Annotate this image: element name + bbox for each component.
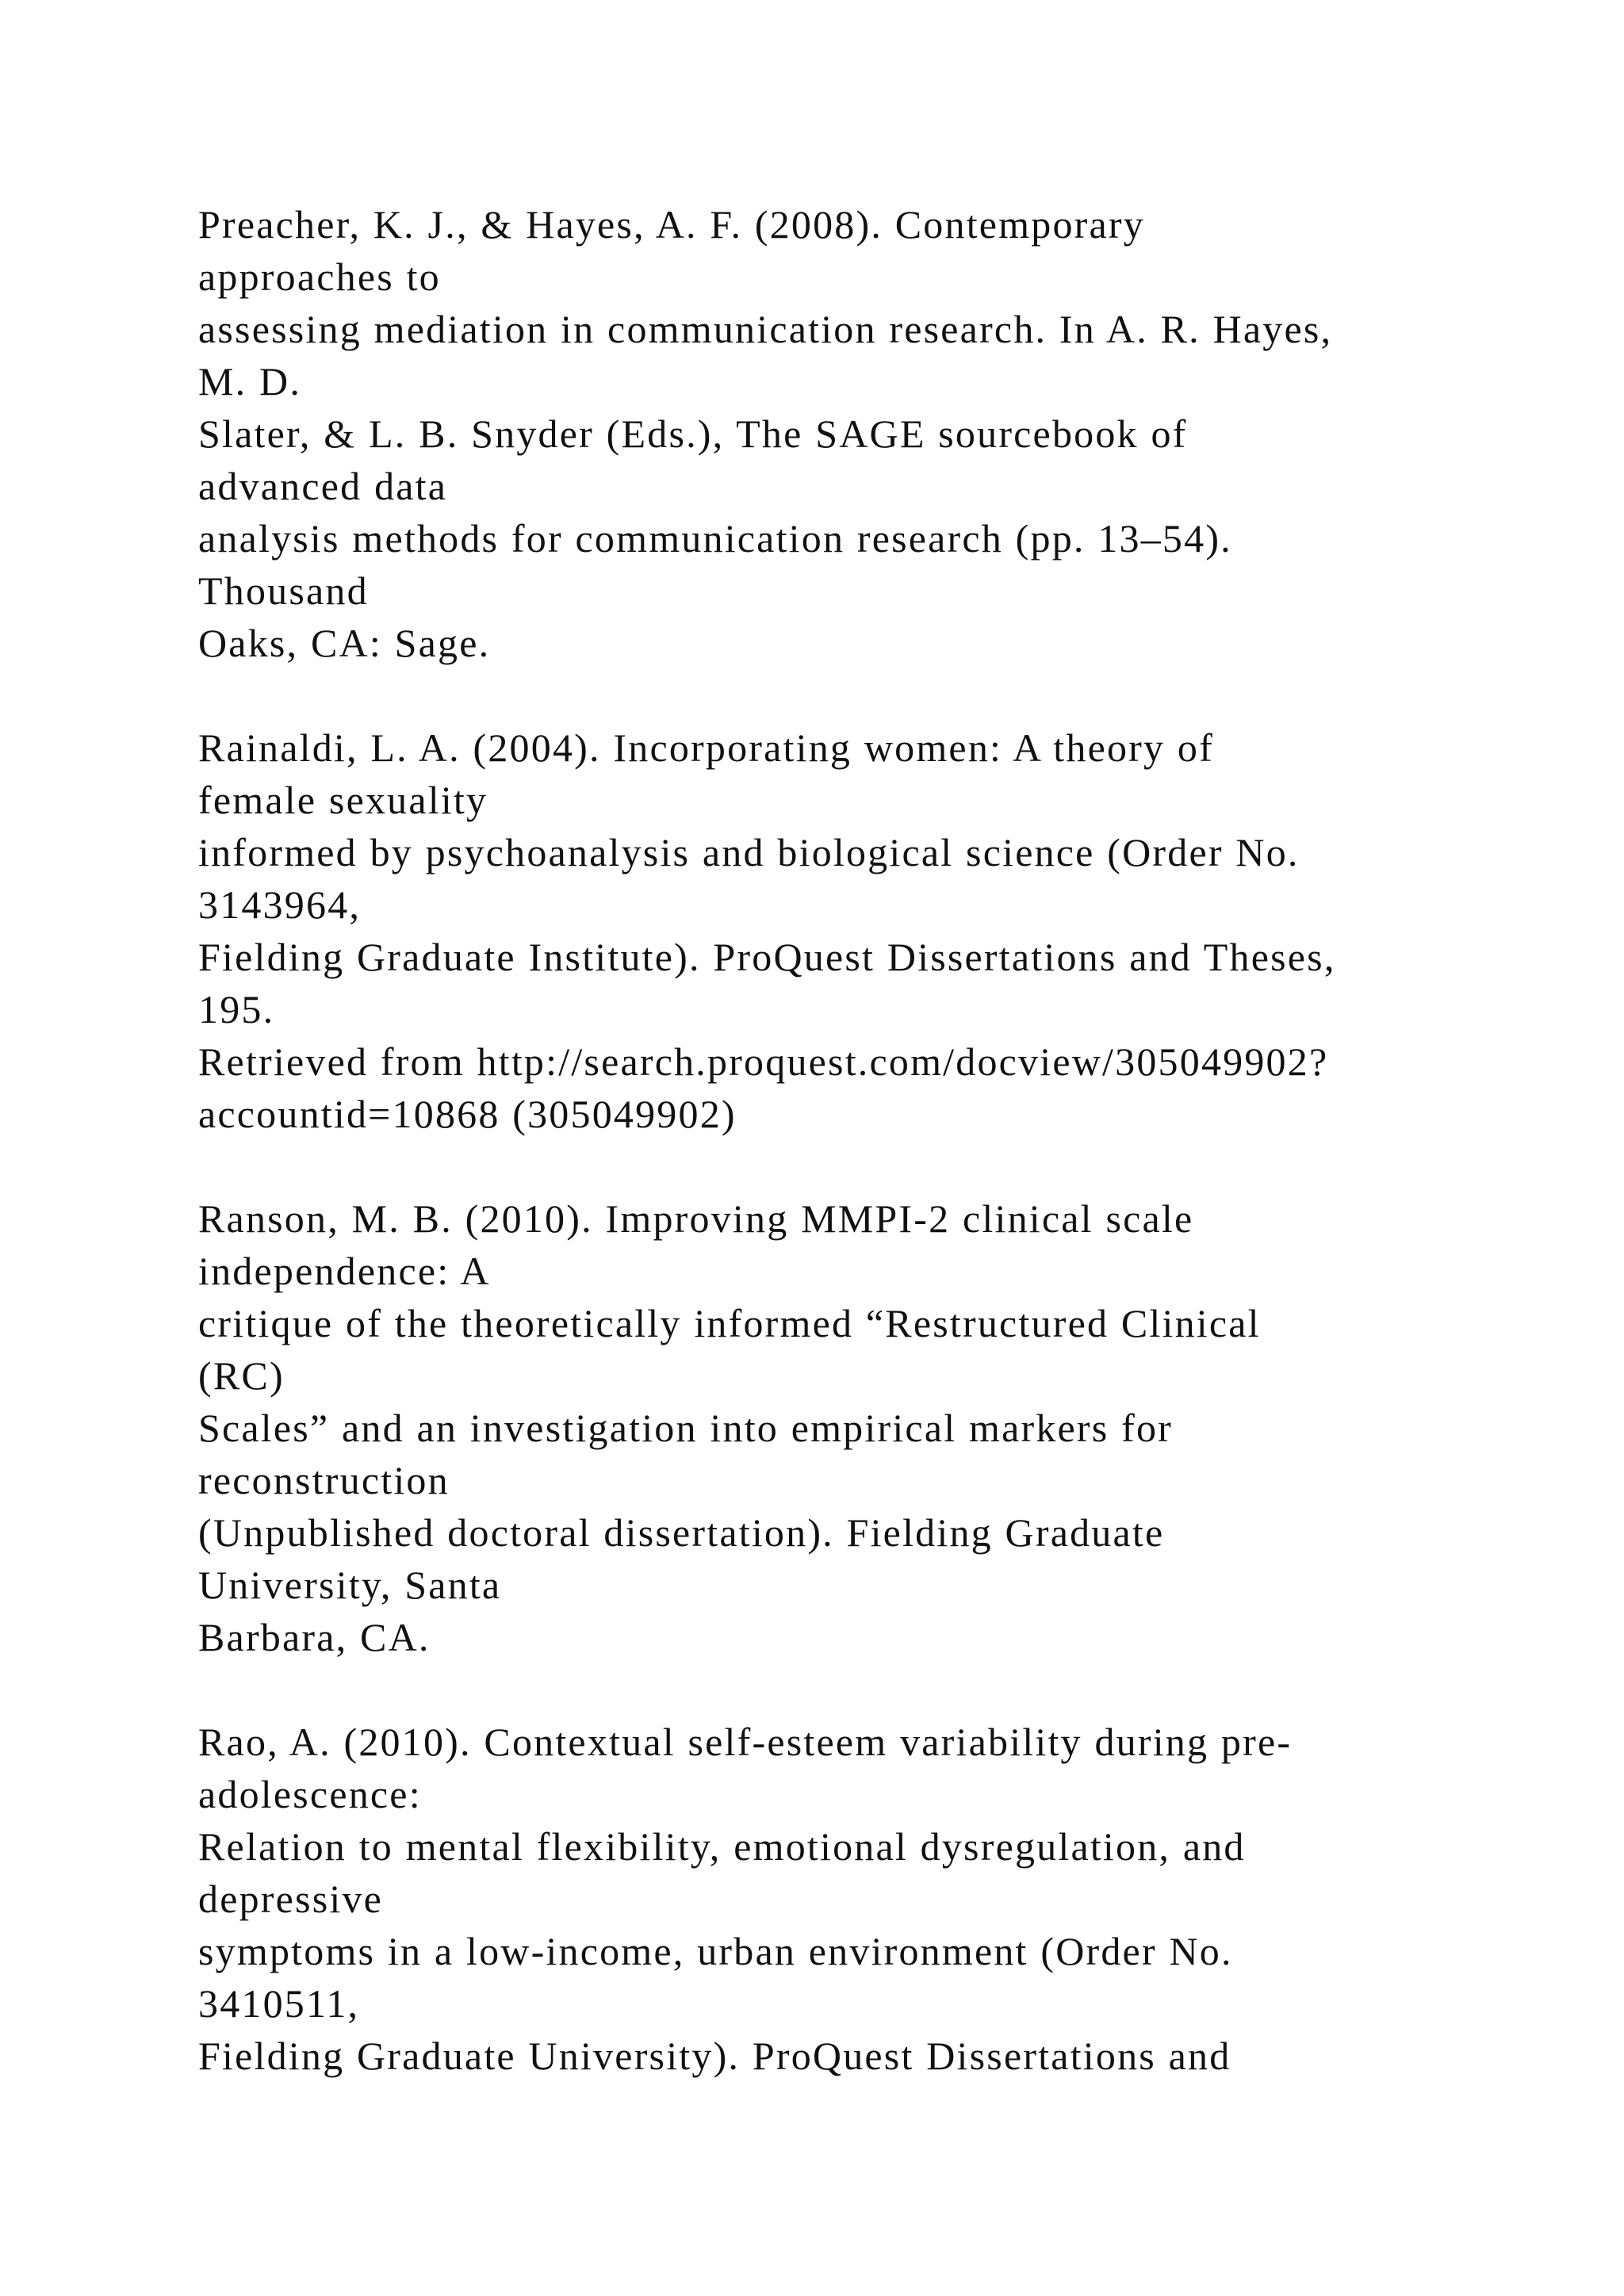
reference-line: reconstruction <box>198 1458 450 1502</box>
reference-line: Relation to mental flexibility, emotional dysregulation, and <box>198 1824 1246 1869</box>
reference-line: Slater, & L. B. Snyder (Eds.), The SAGE sourcebook of <box>198 411 1188 456</box>
reference-entry-rao <box>198 1716 1546 2082</box>
reference-line: Preacher, K. J., & Hayes, A. F. (2008). Contemporary <box>198 202 1145 247</box>
reference-line: advanced data <box>198 464 448 508</box>
reference-line: analysis methods for communication research (pp. 13–54). <box>198 516 1232 561</box>
reference-line: University, Santa <box>198 1563 502 1607</box>
reference-line: independence: A <box>198 1249 491 1293</box>
reference-line: Scales” and an investigation into empirical markers for <box>198 1406 1174 1450</box>
reference-line: accountid=10868 (305049902) <box>198 1092 737 1136</box>
reference-line: informed by psychoanalysis and biological science (Order No. <box>198 830 1300 874</box>
reference-line: approaches to <box>198 254 441 299</box>
reference-line: adolescence: <box>198 1772 422 1816</box>
reference-line: 195. <box>198 987 275 1031</box>
reference-line: female sexuality <box>198 778 488 822</box>
reference-entry-rainaldi <box>198 721 1546 1140</box>
reference-line: M. D. <box>198 359 302 404</box>
reference-line: critique of the theoretically informed “Restructured Clinical <box>198 1301 1261 1345</box>
reference-line: Fielding Graduate Institute). ProQuest Dissertations and Theses, <box>198 935 1336 979</box>
reference-line: Thousand <box>198 568 369 613</box>
reference-list <box>198 198 1546 2134</box>
reference-line: assessing mediation in communication research. In A. R. Hayes, <box>198 307 1333 351</box>
reference-entry-ranson <box>198 1192 1546 1663</box>
reference-line: Rainaldi, L. A. (2004). Incorporating women: A theory of <box>198 725 1214 770</box>
reference-line: depressive <box>198 1877 384 1921</box>
reference-line: 3143964, <box>198 882 362 927</box>
reference-line: Fielding Graduate University). ProQuest Dissertations and <box>198 2034 1231 2078</box>
reference-line: (Unpublished doctoral dissertation). Fielding Graduate <box>198 1510 1165 1555</box>
reference-line: Oaks, CA: Sage. <box>198 621 491 665</box>
reference-line: Rao, A. (2010). Contextual self-esteem variability during pre- <box>198 1720 1293 1764</box>
reference-url-line[interactable]: Retrieved from http://search.proquest.com/docview/305049902? <box>198 1039 1329 1084</box>
reference-line: Barbara, CA. <box>198 1615 431 1659</box>
reference-entry-preacher <box>198 198 1546 669</box>
reference-line: Ranson, M. B. (2010). Improving MMPI-2 clinical scale <box>198 1196 1194 1241</box>
reference-line: symptoms in a low-income, urban environment (Order No. <box>198 1929 1233 1973</box>
reference-line: 3410511, <box>198 1981 360 2026</box>
reference-line: (RC) <box>198 1353 285 1398</box>
